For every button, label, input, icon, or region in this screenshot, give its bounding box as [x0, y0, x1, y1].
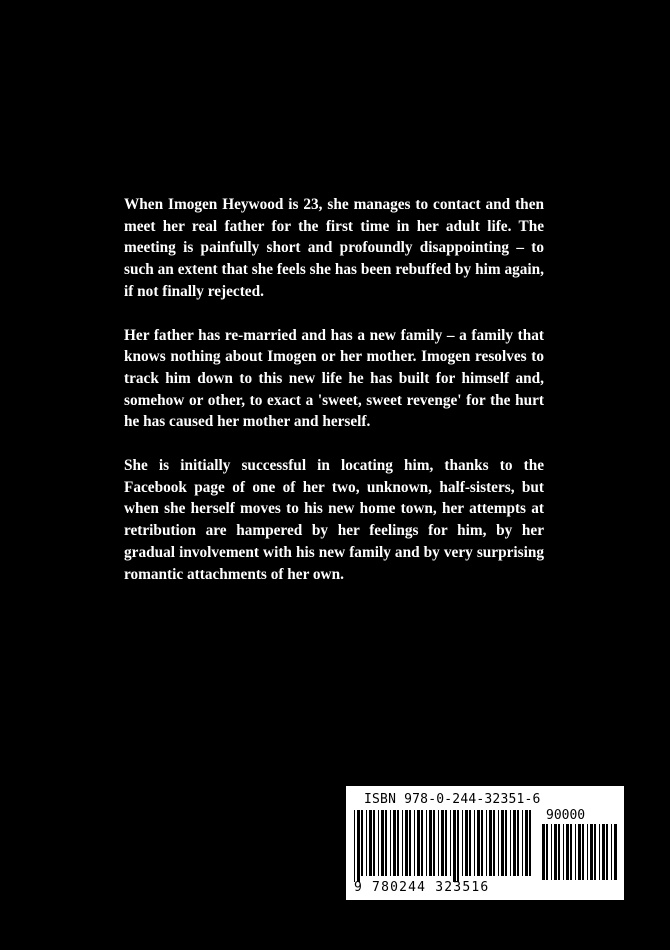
- barcode-bar: [405, 810, 408, 876]
- barcode-bar: [517, 810, 519, 876]
- isbn-label: ISBN 978-0-244-32351-6: [364, 792, 541, 807]
- barcode-bar: [614, 824, 617, 880]
- barcode-digits: 9 780244 323516: [354, 880, 490, 895]
- barcode-bar: [354, 810, 355, 882]
- barcode-bar: [445, 810, 447, 876]
- barcode-bar: [551, 824, 552, 880]
- blurb-paragraph-1: When Imogen Heywood is 23, she manages to contact and then meet her real father for the first time in her adult life. The meeting is painfully short and profoundly disappointing – to such an extent that she feels she has been rebuffed by him again, if not finally rejected.: [124, 196, 544, 300]
- barcode-bar: [587, 824, 588, 880]
- barcode-bar: [397, 810, 399, 876]
- barcode-bar: [570, 824, 572, 880]
- barcode-bar: [409, 810, 411, 876]
- barcode-bar: [441, 810, 444, 876]
- barcode-bar: [489, 810, 492, 876]
- barcode-bar: [505, 810, 507, 876]
- barcode-bar: [513, 810, 516, 876]
- price-code: 90000: [546, 808, 586, 823]
- barcode-bar: [542, 824, 545, 880]
- barcode-bar: [501, 810, 504, 876]
- barcode-bar: [522, 810, 523, 876]
- barcode-bar: [393, 810, 396, 876]
- barcode-bar: [357, 810, 360, 882]
- barcode-bar: [510, 810, 511, 876]
- barcode-bar: [606, 824, 608, 880]
- barcode-bar: [582, 824, 584, 880]
- barcode-bar: [594, 824, 596, 880]
- barcode-bar: [529, 810, 531, 876]
- back-cover-blurb: [124, 194, 544, 607]
- barcode-bar: [429, 810, 432, 876]
- barcode-bar: [590, 824, 593, 880]
- barcode-bar: [361, 810, 363, 876]
- barcode-bar: [433, 810, 435, 876]
- barcode-bar: [373, 810, 375, 876]
- barcode-bar: [457, 810, 459, 882]
- barcode-bar: [450, 810, 451, 876]
- barcode-bar: [414, 810, 415, 876]
- barcode-bar: [385, 810, 387, 876]
- barcode-bar: [481, 810, 483, 876]
- barcode-bar: [599, 824, 600, 880]
- barcode-bar: [493, 810, 495, 876]
- ean13-bars: [354, 810, 532, 882]
- barcode-bar: [438, 810, 439, 876]
- barcode-bar: [578, 824, 581, 880]
- barcode-bar: [402, 810, 403, 876]
- isbn-barcode: [346, 786, 624, 900]
- barcode-bar: [611, 824, 612, 880]
- blurb-paragraph-3: She is initially successful in locating him, thanks to the Facebook page of one of her two, unknown, half-sisters, but when she herself moves to his new home town, her attempts at retribution are hampered by her feelings for him, by her gradual involvement with his new family and by very surprising romantic attachments of her own.: [124, 457, 544, 583]
- barcode-bar: [426, 810, 427, 876]
- barcode-bar: [546, 824, 548, 880]
- barcode-bar: [462, 810, 463, 876]
- addon-bars: [542, 824, 618, 886]
- barcode-bar: [469, 810, 471, 876]
- barcode-bar: [558, 824, 560, 880]
- barcode-bar: [421, 810, 423, 876]
- barcode-bar: [417, 810, 420, 876]
- barcode-bar: [554, 824, 557, 880]
- blurb-paragraph-2: Her father has re-married and has a new family – a family that knows nothing about Imogen or her mother. Imogen resolves to track him down to this new life he has built for himself and, somehow or other, to exact a 'sweet, sweet revenge' for the hurt he has caused her mother and herself.: [124, 326, 544, 431]
- barcode-bar: [453, 810, 456, 882]
- barcode-bar: [366, 810, 367, 876]
- barcode-bar: [465, 810, 468, 876]
- barcode-bar: [563, 824, 564, 880]
- barcode-bar: [474, 810, 475, 876]
- barcode-bar: [575, 824, 576, 880]
- barcode-bar: [486, 810, 487, 876]
- barcode-bar: [566, 824, 569, 880]
- barcode-bar: [525, 810, 528, 876]
- barcode-bar: [602, 824, 605, 880]
- barcode-bar: [381, 810, 384, 876]
- barcode-bar: [477, 810, 480, 876]
- barcode-bar: [498, 810, 499, 876]
- barcode-bar: [369, 810, 372, 876]
- barcode-bar: [378, 810, 379, 876]
- barcode-bar: [390, 810, 391, 876]
